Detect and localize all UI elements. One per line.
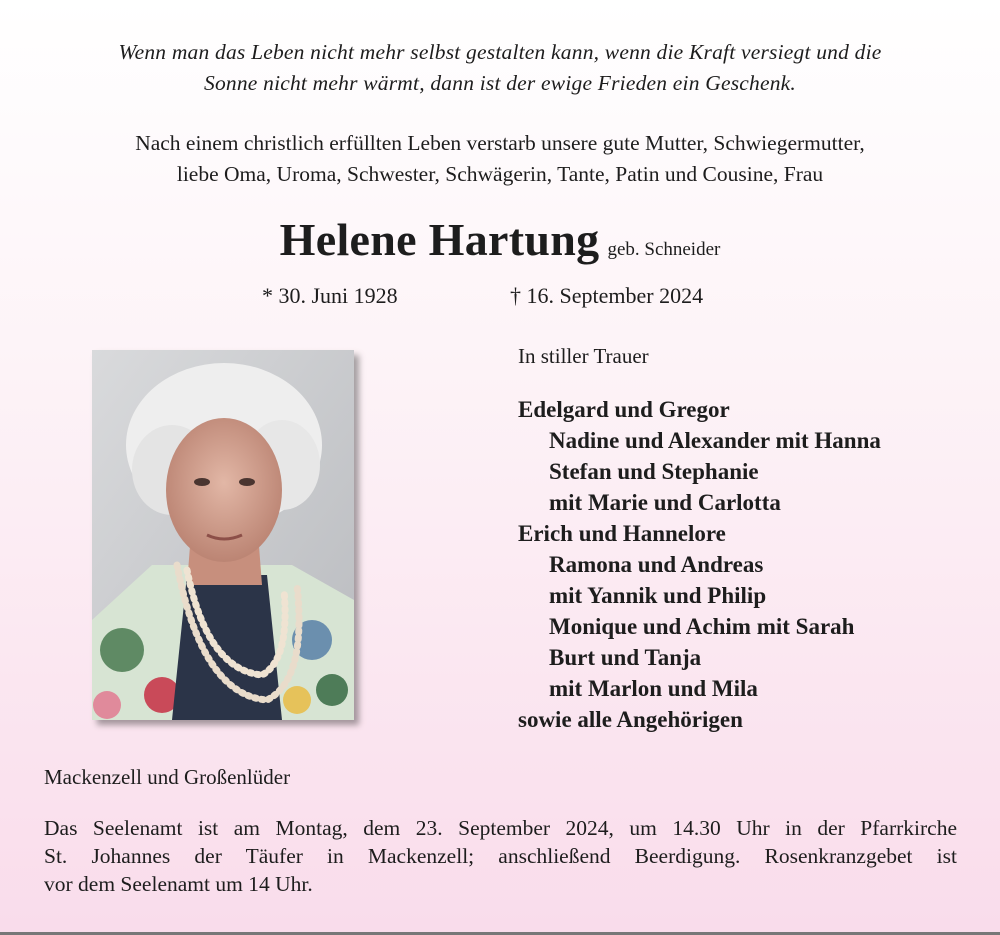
mourner-line: mit Yannik und Philip [549, 583, 767, 608]
mourner-line: Edelgard und Gregor [518, 397, 730, 422]
mourning-intro: In stiller Trauer [518, 344, 649, 368]
birth-date: * 30. Juni 1928 [262, 283, 398, 308]
death-date: † 16. September 2024 [510, 283, 704, 308]
quote-line-2: Sonne nicht mehr wärmt, dann ist der ewige Frieden ein Geschenk. [204, 71, 796, 95]
mourner-line: mit Marie und Carlotta [549, 490, 781, 515]
mourners-list [518, 394, 881, 735]
service-line-3: vor dem Seelenamt um 14 Uhr. [44, 872, 313, 896]
portrait-illustration [92, 350, 354, 720]
deceased-name-row [0, 213, 1000, 266]
mourner-line: Burt und Tanja [549, 645, 702, 670]
mourner-line: mit Marlon und Mila [549, 676, 758, 701]
mourner-line: Stefan und Stephanie [549, 459, 759, 484]
portrait-photo [92, 350, 354, 720]
mourner-line: Erich und Hannelore [518, 521, 726, 546]
service-line-2: St. Johannes der Täufer in Mackenzell; anschließend Beerdigung. Rosenkranzgebet ist [44, 844, 957, 868]
deceased-name: Helene Hartung [279, 214, 600, 265]
memorial-quote [0, 37, 1000, 99]
mourner-line: Nadine und Alexander mit Hanna [549, 428, 881, 453]
place-names: Mackenzell und Großenlüder [44, 765, 291, 789]
service-details [44, 814, 957, 898]
mourner-line: Monique und Achim mit Sarah [549, 614, 855, 639]
mourner-line: sowie alle Angehörigen [518, 707, 743, 732]
service-line-1: Das Seelenamt ist am Montag, dem 23. September 2024, um 14.30 Uhr in der Pfarrkirche [44, 816, 957, 840]
maiden-name: geb. Schneider [607, 239, 721, 260]
intro-line-1: Nach einem christlich erfüllten Leben verstarb unsere gute Mutter, Schwiegermutter, [135, 131, 865, 155]
mourner-line: Ramona und Andreas [549, 552, 764, 577]
intro-text [0, 128, 1000, 190]
intro-line-2: liebe Oma, Uroma, Schwester, Schwägerin, Tante, Patin und Cousine, Frau [176, 162, 824, 186]
quote-line-1: Wenn man das Leben nicht mehr selbst gestalten kann, wenn die Kraft versiegt und die [118, 40, 882, 64]
